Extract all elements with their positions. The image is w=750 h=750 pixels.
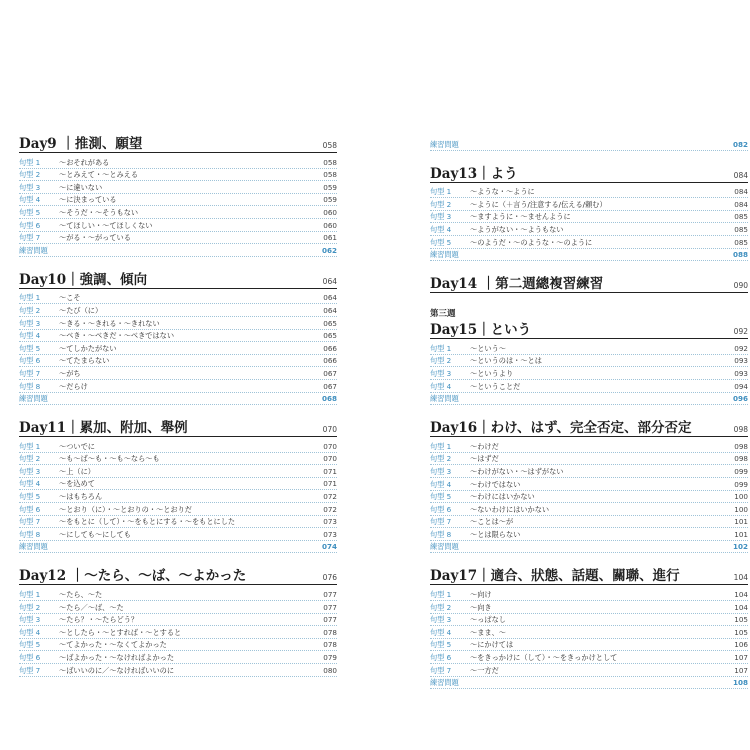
pattern-number: 句型 4 [430, 381, 452, 391]
pattern-number: 句型 3 [430, 466, 452, 476]
pattern-row[interactable] [430, 503, 748, 516]
pattern-number: 句型 6 [430, 504, 452, 514]
pattern-row[interactable] [430, 626, 748, 639]
pattern-row[interactable] [430, 664, 748, 677]
pattern-row[interactable] [19, 380, 337, 393]
pattern-number: 句型 1 [19, 590, 41, 600]
exercise-page: 074 [321, 542, 337, 552]
pattern-page: 078 [323, 627, 337, 637]
pattern-row[interactable] [19, 503, 337, 516]
pattern-number: 句型 7 [19, 233, 41, 243]
pattern-page: 061 [323, 233, 337, 243]
pattern-row[interactable] [19, 169, 337, 182]
pattern-text: 〜ことは〜が [470, 517, 514, 527]
exercise-label: 練習問題 [430, 678, 459, 688]
day-section [430, 162, 748, 262]
day-title: Day14 ｜第二週總複習練習 [430, 276, 604, 293]
pattern-page: 066 [323, 343, 337, 353]
pattern-row[interactable] [19, 367, 337, 380]
pattern-row[interactable] [430, 588, 748, 601]
day-section [430, 307, 748, 405]
day-section [19, 564, 337, 676]
pattern-row[interactable] [430, 223, 748, 236]
pattern-page: 078 [323, 640, 337, 650]
exercise-row[interactable] [430, 677, 748, 690]
pattern-page: 106 [734, 640, 748, 650]
day-header[interactable] [430, 318, 748, 339]
pattern-page: 101 [734, 517, 748, 527]
pattern-row[interactable] [430, 380, 748, 393]
pattern-page: 107 [734, 653, 748, 663]
pattern-number: 句型 2 [430, 199, 452, 209]
pattern-text: 〜ついでに [59, 441, 95, 451]
pattern-page: 065 [323, 318, 337, 328]
day-title: Day17｜適合、狀態、話題、關聯、進行 [430, 568, 680, 585]
exercise-row[interactable] [19, 541, 337, 554]
exercise-label: 練習問題 [430, 542, 459, 552]
pattern-row[interactable] [430, 367, 748, 380]
pattern-row[interactable] [19, 194, 337, 207]
day-page-number: 084 [733, 170, 748, 180]
pattern-text: 〜としたら・〜とすれば・〜とすると [59, 627, 182, 637]
pattern-row[interactable] [430, 465, 748, 478]
pattern-number: 句型 2 [430, 356, 452, 366]
pattern-text: 〜べき・〜べきだ・〜べきではない [59, 331, 175, 341]
pattern-page: 071 [323, 479, 337, 489]
pattern-number: 句型 6 [19, 356, 41, 366]
pattern-text: 〜たび（に） [59, 305, 103, 315]
day-section [430, 272, 748, 293]
pattern-row[interactable] [19, 181, 337, 194]
pattern-page: 059 [323, 195, 337, 205]
pattern-page: 071 [323, 466, 337, 476]
pattern-page: 092 [734, 343, 748, 353]
pattern-page: 100 [734, 504, 748, 514]
pattern-row[interactable] [19, 342, 337, 355]
pattern-page: 058 [323, 157, 337, 167]
pattern-number: 句型 1 [430, 441, 452, 451]
pattern-text: 〜をもとに（して）・〜をもとにする・〜をもとにした [59, 517, 236, 527]
pattern-text: 〜おそれがある [59, 157, 110, 167]
day-title: Day13｜よう [430, 165, 518, 182]
pattern-text: 〜というより [470, 368, 514, 378]
day-page-number: 076 [322, 573, 337, 583]
pattern-number: 句型 1 [430, 590, 452, 600]
pattern-row[interactable] [19, 528, 337, 541]
pattern-page: 094 [734, 381, 748, 391]
pattern-row[interactable] [19, 156, 337, 169]
pattern-row[interactable] [430, 639, 748, 652]
pattern-text: 〜とおり（に）・〜とおりの・〜とおりだ [59, 504, 192, 514]
section-gap [430, 151, 748, 162]
pattern-page: 084 [734, 199, 748, 209]
section-gap [430, 296, 748, 307]
pattern-text: 〜とは限らない [470, 529, 521, 539]
pattern-number: 句型 4 [19, 479, 41, 489]
pattern-text: 〜たら／〜ば、〜た [59, 602, 124, 612]
pattern-row[interactable] [19, 639, 337, 652]
pattern-text: 〜一方だ [470, 665, 499, 675]
exercise-row[interactable] [430, 249, 748, 262]
pattern-number: 句型 4 [19, 331, 41, 341]
pattern-page: 070 [323, 441, 337, 451]
pattern-number: 句型 5 [19, 207, 41, 217]
pattern-number: 句型 1 [430, 343, 452, 353]
pattern-page: 085 [734, 224, 748, 234]
pattern-page: 084 [734, 187, 748, 197]
pattern-text: 〜こそ [59, 293, 81, 303]
pattern-row[interactable] [19, 206, 337, 219]
pattern-row[interactable] [430, 440, 748, 453]
pattern-number: 句型 1 [430, 187, 452, 197]
week-label: 第三週 [430, 309, 456, 320]
pattern-row[interactable] [19, 219, 337, 232]
pattern-number: 句型 4 [19, 195, 41, 205]
pattern-row[interactable] [19, 516, 337, 529]
left-column [19, 132, 337, 677]
pattern-text: 〜てしかたがない [59, 343, 117, 353]
pattern-row[interactable] [430, 198, 748, 211]
exercise-label: 練習問題 [19, 542, 48, 552]
day-header[interactable] [430, 416, 748, 437]
pattern-row[interactable] [19, 304, 337, 317]
pattern-row[interactable] [19, 588, 337, 601]
pattern-row[interactable] [19, 478, 337, 491]
section-gap [19, 405, 337, 416]
pattern-text: 〜てたまらない [59, 356, 110, 366]
pattern-number: 句型 1 [19, 293, 41, 303]
pattern-text: 〜にしても〜にしても [59, 529, 131, 539]
pattern-page: 060 [323, 207, 337, 217]
pattern-page: 105 [734, 627, 748, 637]
day-title: Day12 ｜〜たら、〜ば、〜よかった [19, 568, 247, 585]
pattern-text: 〜きる・〜きれる・〜きれない [59, 318, 160, 328]
pattern-text: 〜わけだ [470, 441, 499, 451]
section-gap [430, 261, 748, 272]
pattern-text: 〜たら、〜た [59, 590, 103, 600]
pattern-page: 058 [323, 170, 337, 180]
day-section [19, 132, 337, 257]
pattern-text: 〜ように（＋言う/注意する/伝える/頼む） [470, 199, 607, 209]
pattern-page: 080 [323, 665, 337, 675]
pattern-page: 107 [734, 665, 748, 675]
pattern-text: 〜がる・〜がっている [59, 233, 131, 243]
pattern-text: 〜を込めて [59, 479, 95, 489]
pattern-text: 〜という〜 [470, 343, 506, 353]
pattern-text: 〜はもちろん [59, 492, 103, 502]
pattern-page: 059 [323, 182, 337, 192]
pattern-number: 句型 1 [19, 157, 41, 167]
day-header[interactable] [19, 564, 337, 585]
pattern-row[interactable] [19, 626, 337, 639]
pattern-number: 句型 1 [19, 441, 41, 451]
exercise-page: 068 [321, 394, 337, 404]
exercise-row[interactable] [430, 541, 748, 554]
pattern-page: 060 [323, 220, 337, 230]
pattern-row[interactable] [430, 491, 748, 504]
pattern-row[interactable] [19, 651, 337, 664]
pattern-text: 〜ようがない・〜ようもない [470, 224, 564, 234]
exercise-label: 練習問題 [430, 394, 459, 404]
pattern-number: 句型 8 [19, 529, 41, 539]
pattern-row[interactable] [430, 211, 748, 224]
exercise-page: 062 [321, 245, 337, 255]
day-header[interactable] [19, 416, 337, 437]
pattern-page: 098 [734, 441, 748, 451]
day-section [19, 268, 337, 405]
pattern-text: 〜ばよかった・〜なければよかった [59, 653, 175, 662]
pattern-text: 〜ばいいのに／〜なければいいのに [59, 665, 175, 675]
exercise-page: 096 [732, 394, 748, 404]
pattern-text: 〜ということだ [470, 381, 521, 391]
pattern-text: 〜はずだ [470, 454, 499, 464]
pattern-page: 077 [323, 590, 337, 600]
pattern-number: 句型 4 [430, 627, 452, 637]
pattern-row[interactable] [19, 453, 337, 466]
pattern-number: 句型 2 [19, 454, 41, 464]
pattern-page: 101 [734, 529, 748, 539]
pattern-row[interactable] [430, 528, 748, 541]
day-title: Day15｜という [430, 322, 532, 339]
exercise-page: 102 [732, 542, 748, 552]
exercise-label: 練習問題 [430, 139, 459, 149]
pattern-number: 句型 3 [19, 182, 41, 192]
pattern-page: 070 [323, 454, 337, 464]
exercise-page: 108 [732, 678, 748, 688]
pattern-page: 064 [323, 305, 337, 315]
pattern-page: 073 [323, 529, 337, 539]
pattern-page: 064 [323, 293, 337, 303]
pattern-row[interactable] [19, 465, 337, 478]
pattern-number: 句型 5 [430, 237, 452, 247]
pattern-page: 077 [323, 602, 337, 612]
pattern-row[interactable] [430, 601, 748, 614]
pattern-row[interactable] [19, 317, 337, 330]
pattern-text: 〜わけにはいかない [470, 492, 535, 502]
pattern-number: 句型 5 [430, 640, 452, 650]
pattern-number: 句型 5 [19, 492, 41, 502]
pattern-row[interactable] [19, 292, 337, 305]
pattern-row[interactable] [430, 355, 748, 368]
pattern-page: 072 [323, 492, 337, 502]
pattern-number: 句型 5 [430, 492, 452, 502]
day-section [430, 564, 748, 689]
pattern-row[interactable] [430, 516, 748, 529]
pattern-text: 〜ないわけにはいかない [470, 504, 550, 514]
day-title: Day9 ｜推測、願望 [19, 136, 143, 152]
pattern-number: 句型 2 [19, 170, 41, 180]
pattern-text: 〜たら？・〜たらどう？ [59, 615, 139, 625]
pattern-number: 句型 4 [430, 479, 452, 489]
pattern-text: 〜ような・〜ように [470, 187, 535, 197]
day-section [19, 416, 337, 553]
pattern-number: 句型 2 [19, 305, 41, 315]
pattern-text: 〜わけがない・〜はずがない [470, 466, 564, 476]
pattern-text: 〜っぱなし [470, 615, 506, 625]
pattern-row[interactable] [430, 651, 748, 664]
pattern-text: 〜をきっかけに（して）・〜をきっかけとして [470, 653, 618, 663]
pattern-text: 〜がち [59, 368, 81, 378]
section-gap [430, 553, 748, 564]
pattern-row[interactable] [19, 355, 337, 368]
pattern-text: 〜のようだ・〜のような・〜のように [470, 237, 593, 247]
pattern-row[interactable] [430, 236, 748, 249]
pattern-number: 句型 3 [430, 615, 452, 625]
exercise-label: 練習問題 [430, 250, 459, 260]
pattern-number: 句型 3 [430, 212, 452, 222]
pattern-number: 句型 6 [19, 653, 41, 662]
day-header[interactable] [430, 162, 748, 183]
pattern-page: 077 [323, 615, 337, 625]
pattern-number: 句型 7 [19, 665, 41, 675]
pattern-number: 句型 6 [19, 504, 41, 514]
day-page-number: 064 [322, 276, 337, 286]
pattern-page: 104 [734, 602, 748, 612]
pattern-page: 099 [734, 479, 748, 489]
day-title: Day11｜累加、附加、舉例 [19, 420, 188, 437]
pattern-row[interactable] [19, 614, 337, 627]
pattern-text: 〜ますように・〜ませんように [470, 212, 571, 222]
pattern-text: 〜わけではない [470, 479, 521, 489]
pattern-number: 句型 4 [430, 224, 452, 234]
exercise-label: 練習問題 [19, 394, 48, 404]
pattern-text: 〜も〜ば〜も・〜も〜なら〜も [59, 454, 160, 464]
day-page-number: 070 [322, 425, 337, 435]
pattern-number: 句型 7 [19, 368, 41, 378]
day-header[interactable] [19, 268, 337, 289]
pattern-number: 句型 3 [19, 615, 41, 625]
pattern-number: 句型 2 [19, 602, 41, 612]
section-gap [19, 257, 337, 268]
day-title: Day10｜強調、傾向 [19, 271, 148, 288]
pattern-page: 079 [323, 653, 337, 662]
pattern-page: 065 [323, 331, 337, 341]
pattern-text: 〜だらけ [59, 381, 88, 391]
exercise-page: 082 [732, 139, 748, 149]
pattern-page: 085 [734, 237, 748, 247]
pattern-number: 句型 8 [430, 529, 452, 539]
pattern-number: 句型 4 [19, 627, 41, 637]
pattern-page: 098 [734, 454, 748, 464]
pattern-text: 〜てよかった・〜なくてよかった [59, 640, 167, 650]
section-gap [19, 553, 337, 564]
pattern-text: 〜とみえて・〜とみえる [59, 170, 139, 180]
pattern-number: 句型 6 [19, 220, 41, 230]
day-page-number: 092 [733, 327, 748, 337]
day-header[interactable] [430, 564, 748, 585]
pattern-text: 〜にかけては [470, 640, 514, 650]
pattern-text: 〜向け [470, 590, 492, 600]
pattern-number: 句型 5 [19, 343, 41, 353]
exercise-label: 練習問題 [19, 245, 48, 255]
exercise-page: 088 [732, 250, 748, 260]
pattern-number: 句型 6 [430, 653, 452, 663]
pattern-row[interactable] [19, 440, 337, 453]
pattern-row[interactable] [19, 490, 337, 503]
pattern-number: 句型 3 [19, 466, 41, 476]
pattern-page: 104 [734, 590, 748, 600]
day-page-number: 098 [733, 425, 748, 435]
pattern-number: 句型 7 [430, 517, 452, 527]
exercise-row[interactable] [430, 138, 748, 151]
pattern-page: 085 [734, 212, 748, 222]
exercise-row[interactable] [430, 393, 748, 406]
pattern-row[interactable] [19, 232, 337, 245]
pattern-row[interactable] [430, 342, 748, 355]
day-page-number: 104 [733, 573, 748, 583]
pattern-page: 093 [734, 368, 748, 378]
day-header[interactable] [430, 272, 748, 293]
pattern-text: 〜というのは・〜とは [470, 356, 542, 366]
pattern-number: 句型 5 [19, 640, 41, 650]
exercise-row[interactable] [19, 244, 337, 257]
day-header[interactable] [19, 132, 337, 153]
day-page-number: 058 [322, 141, 337, 150]
day-page-number: 090 [733, 281, 748, 291]
pattern-row[interactable] [430, 614, 748, 627]
pattern-text: 〜向き [470, 602, 492, 612]
section-gap [430, 405, 748, 416]
pattern-text: 〜まま、〜 [470, 627, 506, 637]
pattern-number: 句型 3 [19, 318, 41, 328]
day-section [430, 416, 748, 553]
pattern-row[interactable] [19, 330, 337, 343]
pattern-row[interactable] [430, 186, 748, 199]
pattern-page: 093 [734, 356, 748, 366]
pattern-row[interactable] [19, 664, 337, 677]
pattern-number: 句型 7 [19, 517, 41, 527]
day-title: Day16｜わけ、はず、完全否定、部分否定 [430, 420, 692, 437]
pattern-page: 073 [323, 517, 337, 527]
pattern-page: 066 [323, 356, 337, 366]
right-column [430, 138, 748, 689]
pattern-text: 〜に違いない [59, 182, 103, 192]
pattern-text: 〜てほしい・〜てほしくない [59, 220, 153, 230]
pattern-text: 〜そうだ・〜そうもない [59, 207, 139, 217]
pattern-text: 〜に決まっている [59, 195, 117, 205]
exercise-row[interactable] [19, 393, 337, 406]
pattern-number: 句型 2 [430, 602, 452, 612]
pattern-page: 100 [734, 492, 748, 502]
pattern-page: 072 [323, 504, 337, 514]
pattern-row[interactable] [430, 453, 748, 466]
pattern-number: 句型 3 [430, 368, 452, 378]
pattern-text: 〜上（に） [59, 466, 95, 476]
pattern-row[interactable] [19, 601, 337, 614]
pattern-number: 句型 8 [19, 381, 41, 391]
pattern-page: 099 [734, 466, 748, 476]
pattern-row[interactable] [430, 478, 748, 491]
pattern-page: 105 [734, 615, 748, 625]
pattern-number: 句型 7 [430, 665, 452, 675]
pattern-number: 句型 2 [430, 454, 452, 464]
pattern-page: 067 [323, 368, 337, 378]
pattern-page: 067 [323, 381, 337, 391]
